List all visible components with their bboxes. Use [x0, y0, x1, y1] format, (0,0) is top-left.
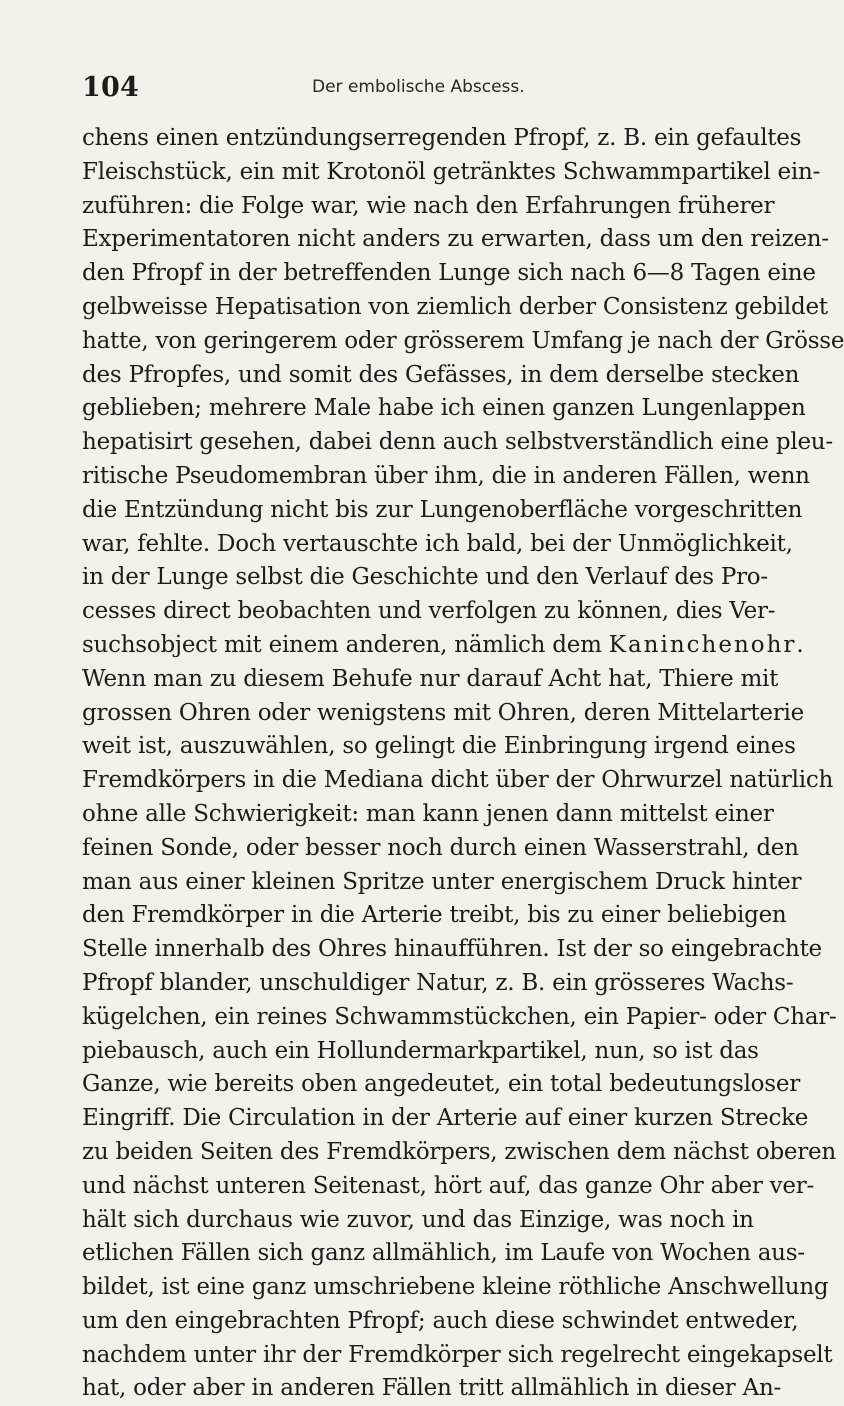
text-line: Stelle innerhalb des Ohres hinaufführen. Ist der so eingebrachte — [82, 936, 822, 963]
text-line: Fleischstück, ein mit Krotonöl getränktes Schwammpartikel ein- — [82, 158, 821, 185]
text-line: gelbweisse Hepatisation von ziemlich derber Consistenz gebildet — [82, 293, 828, 320]
body-text — [82, 122, 844, 1406]
text-line: piebausch, auch ein Hollundermarkpartikel, nun, so ist das — [82, 1037, 759, 1064]
text-line: des Pfropfes, und somit des Gefässes, in dem derselbe stecken — [82, 361, 800, 388]
text-line — [82, 629, 804, 663]
text-line: Eingriff. Die Circulation in der Arterie auf einer kurzen Strecke — [82, 1105, 809, 1132]
line-text: suchsobject mit einem anderen, nämlich dem — [82, 631, 609, 658]
text-line: um den eingebrachten Pfropf; auch diese schwindet entweder, — [82, 1307, 799, 1334]
text-line: ohne alle Schwierigkeit: man kann jenen dann mittelst einer — [82, 800, 774, 827]
text-line: chens einen entzündungserregenden Pfropf, z. B. ein gefaultes — [82, 125, 802, 151]
text-line: Wenn man zu diesem Behufe nur darauf Acht hat, Thiere mit — [82, 665, 779, 692]
page-header — [82, 71, 722, 107]
text-line: kügelchen, ein reines Schwammstückchen, ein Papier- oder Char- — [82, 1003, 837, 1030]
text-line: Experimentatoren nicht anders zu erwarten, dass um den reizen- — [82, 226, 829, 253]
text-line: nachdem unter ihr der Fremdkörper sich regelrecht eingekapselt — [82, 1341, 833, 1368]
text-line: etlichen Fällen sich ganz allmählich, im Laufe von Wochen aus- — [82, 1240, 805, 1267]
text-line: feinen Sonde, oder besser noch durch einen Wasserstrahl, den — [82, 834, 799, 861]
emphasized-word: Kaninchenohr — [608, 631, 797, 658]
text-line: geblieben; mehrere Male habe ich einen ganzen Lungenlappen — [82, 395, 806, 422]
text-line: man aus einer kleinen Spritze unter energischem Druck hinter — [82, 868, 802, 895]
sentence-end: . — [796, 631, 804, 658]
text-line: und nächst unteren Seitenast, hört auf, das ganze Ohr aber ver- — [82, 1172, 815, 1199]
text-line: zu beiden Seiten des Fremdkörpers, zwischen dem nächst oberen — [82, 1138, 836, 1165]
text-line: Fremdkörpers in die Mediana dicht über der Ohrwurzel natürlich — [82, 767, 834, 794]
text-line: ritische Pseudomembran über ihm, die in anderen Fällen, wenn — [82, 462, 810, 489]
running-title: Der embolische Abscess. — [312, 77, 525, 97]
text-line: Pfropf blander, unschuldiger Natur, z. B. ein grösseres Wachs- — [82, 969, 794, 996]
text-line: den Pfropf in der betreffenden Lunge sich nach 6—8 Tagen eine — [82, 260, 816, 287]
text-line: hat, oder aber in anderen Fällen tritt allmählich in dieser An- — [82, 1375, 782, 1402]
page-number: 104 — [82, 72, 139, 103]
text-line: hatte, von geringerem oder grösserem Umfang je nach der Grösse — [82, 327, 844, 354]
text-line: hepatisirt gesehen, dabei denn auch selbstverständlich eine pleu- — [82, 429, 833, 456]
text-line: weit ist, auszuwählen, so gelingt die Einbringung irgend eines — [82, 733, 796, 760]
text-line: war, fehlte. Doch vertauschte ich bald, bei der Unmöglichkeit, — [82, 530, 793, 557]
text-line: die Entzündung nicht bis zur Lungenoberfläche vorgeschritten — [82, 496, 803, 523]
text-line: grossen Ohren oder wenigstens mit Ohren, deren Mittelarterie — [82, 699, 804, 726]
text-line: Ganze, wie bereits oben angedeutet, ein total bedeutungsloser — [82, 1071, 800, 1098]
text-line: hält sich durchaus wie zuvor, und das Einzige, was noch in — [82, 1206, 754, 1233]
text-line: in der Lunge selbst die Geschichte und den Verlauf des Pro- — [82, 564, 768, 591]
text-line: bildet, ist eine ganz umschriebene kleine röthliche Anschwellung — [82, 1274, 829, 1301]
text-line: den Fremdkörper in die Arterie treibt, bis zu einer beliebigen — [82, 902, 787, 929]
text-line: zuführen: die Folge war, wie nach den Erfahrungen früherer — [82, 192, 775, 219]
text-line: cesses direct beobachten und verfolgen zu können, dies Ver- — [82, 598, 776, 625]
